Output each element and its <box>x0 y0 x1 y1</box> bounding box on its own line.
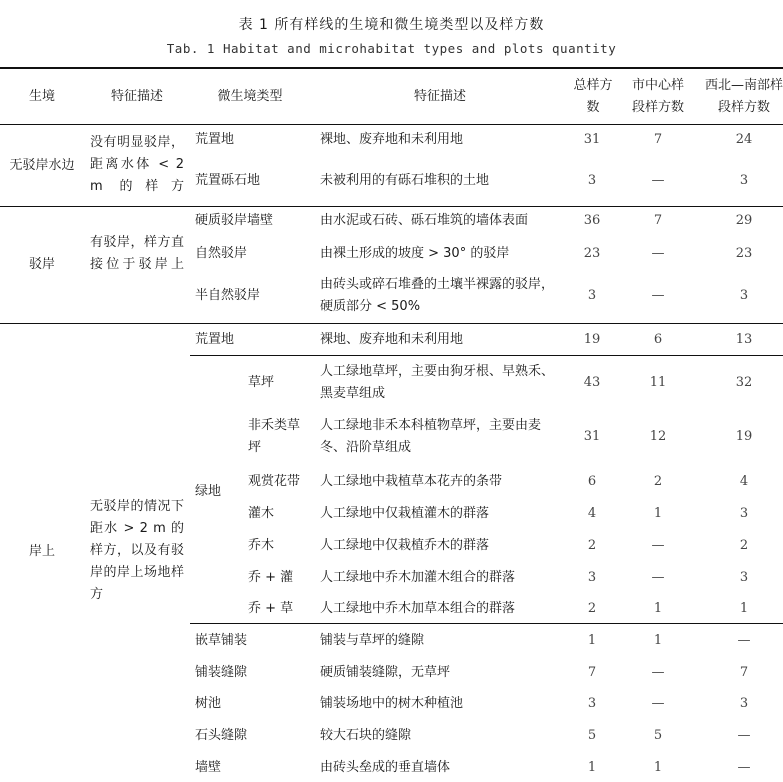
habitat-desc-g1: 没有明显驳岸，距离水体 < 2 m 的样方 <box>90 135 184 194</box>
micro-type: 石头缝隙 <box>195 728 248 743</box>
header-total: 总样方数 <box>573 78 613 115</box>
total-count: 1 <box>587 760 597 775</box>
total-count: 19 <box>583 332 601 347</box>
center-count: 1 <box>653 601 663 616</box>
center-count: 5 <box>653 728 663 743</box>
micro-desc: 裸地、废弃地和未利用地 <box>320 132 464 147</box>
micro-desc: 较大石块的缝隙 <box>320 728 412 743</box>
nwse-count: — <box>737 760 751 775</box>
header-habitat-desc: 特征描述 <box>110 89 163 104</box>
micro-desc: 未被利用的有砾石堆积的土地 <box>320 173 490 188</box>
nwse-count: 3 <box>739 570 749 585</box>
micro-desc: 由砖头垒成的垂直墙体 <box>320 760 451 775</box>
nwse-count: 1 <box>739 601 749 616</box>
micro-type: 墙壁 <box>195 760 222 775</box>
center-count: — <box>651 665 665 680</box>
nwse-count: — <box>737 633 751 648</box>
micro-type: 乔木 <box>248 538 275 553</box>
total-count: 6 <box>587 474 597 489</box>
micro-type: 硬质驳岸墙壁 <box>195 213 274 228</box>
micro-desc: 由水泥或石砖、砾石堆筑的墙体表面 <box>320 213 529 228</box>
micro-desc: 铺装与草坪的缝隙 <box>320 633 425 648</box>
micro-type: 乔 + 草 <box>248 601 294 616</box>
nwse-count: 23 <box>735 246 753 261</box>
micro-type: 荒置砾石地 <box>195 173 261 188</box>
header-nwse: 西北—南部样段样方数 <box>704 78 783 115</box>
header-center: 市中心样段样方数 <box>631 78 684 115</box>
nwse-count: 2 <box>739 538 749 553</box>
habitat-g3: 岸上 <box>28 544 55 559</box>
micro-type: 灌木 <box>248 506 275 521</box>
total-count: 31 <box>583 132 601 147</box>
group-rule-2 <box>0 323 783 324</box>
center-count: 1 <box>653 633 663 648</box>
center-count: — <box>651 570 665 585</box>
micro-type: 半自然驳岸 <box>195 288 261 303</box>
micro-desc: 人工绿地中栽植草本花卉的条带 <box>320 474 503 489</box>
habitat-desc-g3: 无驳岸的情况下距水 > 2 m 的样方，以及有驳岸的岸上场地样方 <box>90 499 184 602</box>
center-count: 2 <box>653 474 663 489</box>
center-count: 1 <box>653 760 663 775</box>
center-count: — <box>651 288 665 303</box>
table-caption-en: Tab. 1 Habitat and microhabitat types and plots quantity <box>166 41 617 56</box>
total-count: 43 <box>583 375 601 390</box>
total-count: 4 <box>587 506 597 521</box>
total-count: 7 <box>587 665 597 680</box>
nwse-count: 7 <box>739 665 749 680</box>
nwse-count: 3 <box>739 696 749 711</box>
header-habitat: 生境 <box>28 89 55 104</box>
total-count: 3 <box>587 288 597 303</box>
nwse-count: 19 <box>735 429 753 444</box>
micro-type: 草坪 <box>248 375 275 390</box>
total-count: 31 <box>583 429 601 444</box>
micro-desc: 人工绿地中仅栽植灌木的群落 <box>320 506 490 521</box>
micro-desc: 铺装场地中的树木种植池 <box>320 696 464 711</box>
nwse-count: 32 <box>735 375 753 390</box>
center-count: 7 <box>653 213 663 228</box>
header-micro-desc: 特征描述 <box>413 89 466 104</box>
nwse-count: 24 <box>735 132 753 147</box>
micro-desc: 裸地、废弃地和未利用地 <box>320 332 464 347</box>
nwse-count: 29 <box>735 213 753 228</box>
micro-desc: 硬质铺装缝隙，无草坪 <box>320 665 451 680</box>
habitat-desc-g2: 有驳岸，样方直接位于驳岸上 <box>90 235 184 272</box>
total-count: 2 <box>587 538 597 553</box>
header-micro: 微生境类型 <box>217 89 283 104</box>
center-count: — <box>651 246 665 261</box>
total-count: 2 <box>587 601 597 616</box>
total-count: 3 <box>587 696 597 711</box>
center-count: — <box>651 173 665 188</box>
micro-type: 荒置地 <box>195 132 235 147</box>
total-count: 3 <box>587 173 597 188</box>
center-count: 6 <box>653 332 663 347</box>
total-count: 36 <box>583 213 601 228</box>
center-count: 12 <box>649 429 667 444</box>
nwse-count: 3 <box>739 173 749 188</box>
subgroup-rule-1 <box>190 355 783 356</box>
micro-type: 嵌草铺装 <box>195 633 248 648</box>
nwse-count: — <box>737 728 751 743</box>
table-caption-cn: 表 1 所有样线的生境和微生境类型以及样方数 <box>238 17 545 33</box>
micro-desc: 人工绿地草坪，主要由狗牙根、早熟禾、黑麦草组成 <box>320 364 555 401</box>
header-rule <box>0 124 783 125</box>
total-count: 3 <box>587 570 597 585</box>
micro-desc: 人工绿地中仅栽植乔木的群落 <box>320 538 490 553</box>
center-count: — <box>651 538 665 553</box>
micro-desc: 由砖头或碎石堆叠的土壤半裸露的驳岸，硬质部分 < 50% <box>320 277 555 314</box>
center-count: — <box>651 696 665 711</box>
micro-type: 乔 + 灌 <box>248 570 294 585</box>
micro-desc: 人工绿地非禾本科植物草坪，主要由麦冬、沿阶草组成 <box>320 418 542 455</box>
subgroup-rule-2 <box>190 623 783 624</box>
total-count: 1 <box>587 633 597 648</box>
micro-type: 树池 <box>195 696 222 711</box>
habitat-g1: 无驳岸水边 <box>9 158 75 173</box>
center-count: 7 <box>653 132 663 147</box>
micro-type: 自然驳岸 <box>195 246 248 261</box>
micro-type: 铺装缝隙 <box>195 665 248 680</box>
greenland-label: 绿地 <box>195 484 222 499</box>
habitat-g2: 驳岸 <box>28 257 55 272</box>
micro-type: 观赏花带 <box>248 474 301 489</box>
group-rule-1 <box>0 206 783 207</box>
center-count: 11 <box>649 375 667 390</box>
micro-desc: 由裸土形成的坡度 > 30° 的驳岸 <box>320 246 510 261</box>
nwse-count: 13 <box>735 332 753 347</box>
top-rule <box>0 67 783 69</box>
total-count: 5 <box>587 728 597 743</box>
nwse-count: 3 <box>739 506 749 521</box>
micro-type: 荒置地 <box>195 332 235 347</box>
nwse-count: 3 <box>739 288 749 303</box>
nwse-count: 4 <box>739 474 749 489</box>
micro-desc: 人工绿地中乔木加灌木组合的群落 <box>320 570 516 585</box>
total-count: 23 <box>583 246 601 261</box>
micro-type: 非禾类草坪 <box>248 418 301 455</box>
micro-desc: 人工绿地中乔木加草本组合的群落 <box>320 601 516 616</box>
center-count: 1 <box>653 506 663 521</box>
